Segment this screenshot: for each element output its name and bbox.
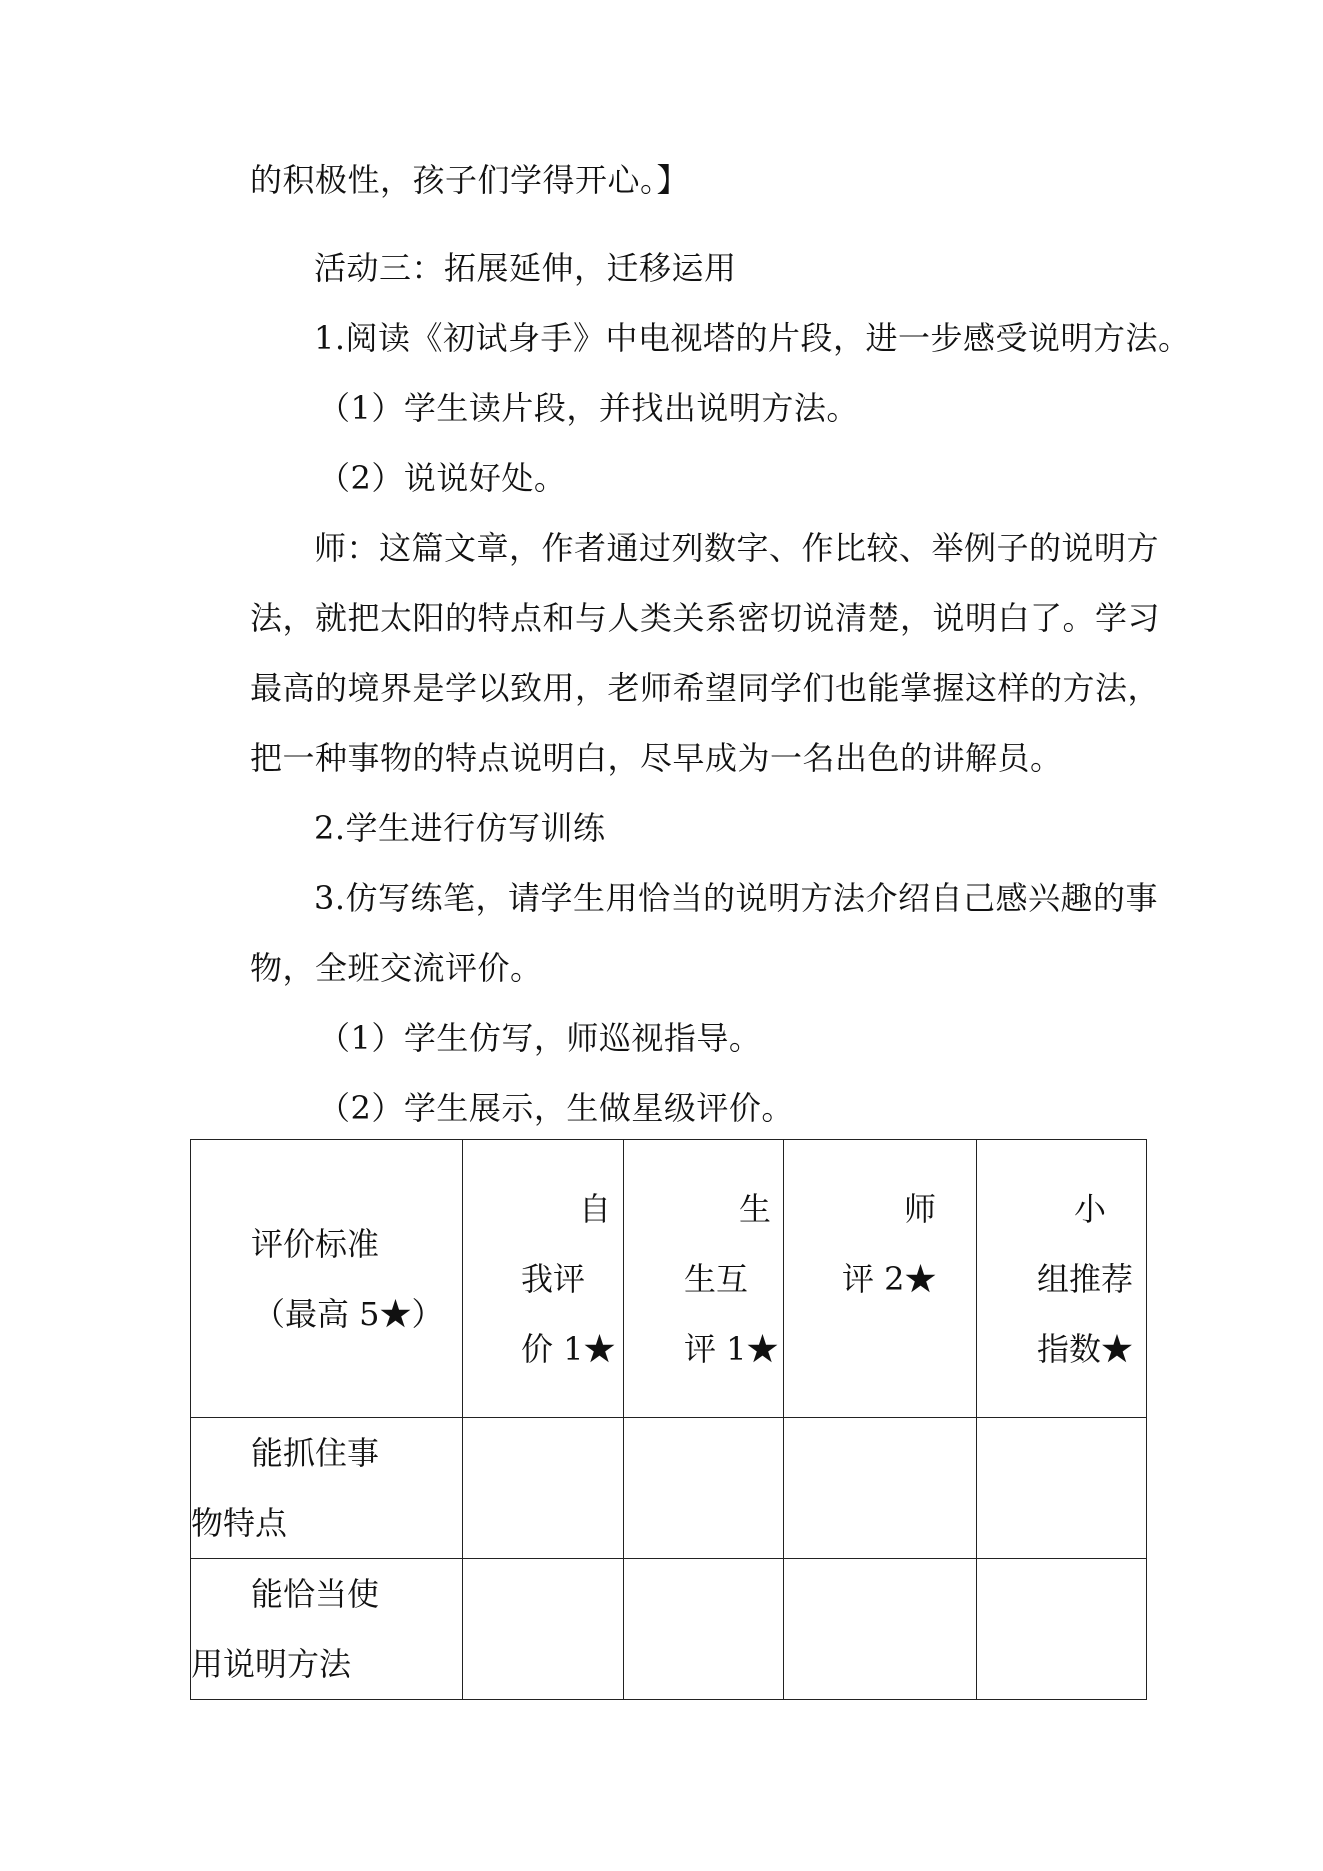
header-teacher-eval-text: 师 [903, 1189, 936, 1228]
header-peer-eval-text: 评 1★ [684, 1329, 779, 1368]
header-peer-eval-cell [624, 1140, 784, 1418]
score-cell [463, 1559, 624, 1700]
header-self-eval-text: 自 [578, 1189, 611, 1228]
criteria-cell [191, 1418, 463, 1559]
header-group-eval-text: 组推荐 [1037, 1259, 1134, 1298]
paragraph-line: 最高的境界是学以致用，老师希望同学们也能掌握这样的方法， [250, 669, 1161, 707]
criteria-text: 物特点 [191, 1504, 288, 1542]
paragraph-line: （1）学生仿写，师巡视指导。 [318, 1019, 762, 1057]
paragraph-line: 的积极性，孩子们学得开心。】 [250, 161, 690, 199]
paragraph-line: 法，就把太阳的特点和与人类关系密切说清楚，说明白了。学习 [250, 599, 1161, 637]
table-row [191, 1559, 1147, 1700]
paragraph-line: 师：这篇文章，作者通过列数字、作比较、举例子的说明方 [314, 529, 1160, 567]
paragraph-line: （2）说说好处。 [318, 459, 567, 497]
table-header-row [191, 1140, 1147, 1418]
paragraph-line: 物，全班交流评价。 [250, 949, 543, 987]
criteria-text: 用说明方法 [191, 1645, 352, 1683]
paragraph-line: 1.阅读《初试身手》中电视塔的片段，进一步感受说明方法。 [314, 319, 1191, 357]
header-teacher-eval-text: 评 2★ [842, 1259, 937, 1298]
header-self-eval-text: 我评 [521, 1259, 586, 1298]
header-criteria-note: （最高 5★） [253, 1294, 444, 1333]
paragraph-line: 2.学生进行仿写训练 [314, 809, 606, 847]
score-cell [463, 1418, 624, 1559]
header-teacher-eval-cell [784, 1140, 977, 1418]
score-cell [784, 1559, 977, 1700]
score-cell [624, 1559, 784, 1700]
criteria-text: 能恰当使 [251, 1575, 380, 1613]
score-cell [624, 1418, 784, 1559]
header-group-eval-text: 小 [1073, 1189, 1106, 1228]
score-cell [977, 1559, 1147, 1700]
header-criteria-label: 评价标准 [251, 1224, 380, 1263]
header-peer-eval-text: 生互 [684, 1259, 749, 1298]
criteria-cell [191, 1559, 463, 1700]
table-row [191, 1418, 1147, 1559]
criteria-text: 能抓住事 [251, 1434, 380, 1472]
header-criteria-cell [191, 1140, 463, 1418]
header-self-eval-text: 价 1★ [521, 1329, 616, 1368]
paragraph-line: （2）学生展示，生做星级评价。 [318, 1089, 794, 1127]
paragraph-line: 3.仿写练笔，请学生用恰当的说明方法介绍自己感兴趣的事 [314, 879, 1159, 917]
header-group-eval-text: 指数★ [1037, 1329, 1134, 1368]
header-group-eval-cell [977, 1140, 1147, 1418]
score-cell [784, 1418, 977, 1559]
score-cell [977, 1418, 1147, 1559]
evaluation-table [190, 1139, 1147, 1700]
header-peer-eval-text: 生 [738, 1189, 771, 1228]
paragraph-line: （1）学生读片段，并找出说明方法。 [318, 389, 859, 427]
header-self-eval-cell [463, 1140, 624, 1418]
paragraph-line: 把一种事物的特点说明白，尽早成为一名出色的讲解员。 [250, 739, 1063, 777]
section-heading: 活动三：拓展延伸，迁移运用 [314, 249, 737, 287]
